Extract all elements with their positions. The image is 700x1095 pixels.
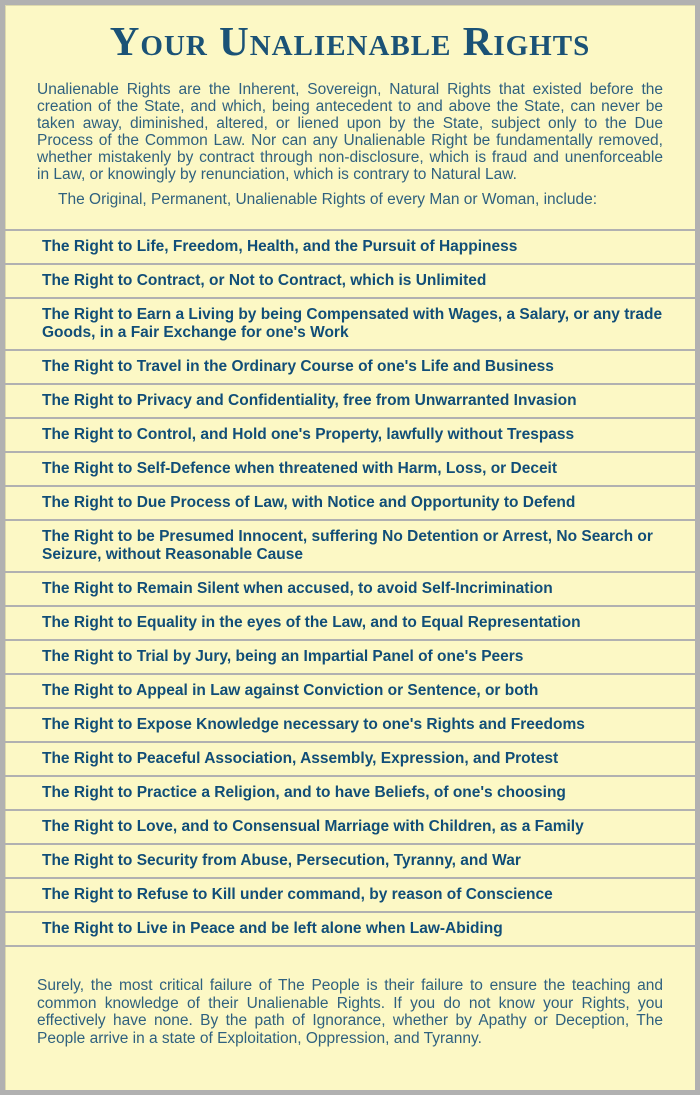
right-item: The Right to Equality in the eyes of the Law, and to Equal Representation: [5, 605, 695, 639]
rights-list: [5, 229, 695, 947]
right-item: The Right to Life, Freedom, Health, and the Pursuit of Happiness: [5, 229, 695, 263]
right-item: The Right to Appeal in Law against Conviction or Sentence, or both: [5, 673, 695, 707]
right-item: The Right to Contract, or Not to Contract, which is Unlimited: [5, 263, 695, 297]
right-item: The Right to Due Process of Law, with Notice and Opportunity to Defend: [5, 485, 695, 519]
closing-paragraph: Surely, the most critical failure of The People is their failure to ensure the teaching and common knowledge of their Unalienable Rights. If you do not know your Rights, you effectively have none. By the path of Ignorance, whether by Apathy or Deception, The People arrive in a state of Exploitation, Oppression, and Tyranny.: [37, 977, 663, 1047]
right-item: The Right to Expose Knowledge necessary to one's Rights and Freedoms: [5, 707, 695, 741]
right-item: The Right to Privacy and Confidentiality, free from Unwarranted Invasion: [5, 383, 695, 417]
right-item: The Right to Travel in the Ordinary Course of one's Life and Business: [5, 349, 695, 383]
intro-paragraph: Unalienable Rights are the Inherent, Sovereign, Natural Rights that existed before the creation of the State, and which, being antecedent to and above the State, can never be taken away, diminished, altered, or liened upon by the State, subject only to the Due Process of the Common Law. Nor can any Unalienable Right be fundamentally removed, whether mistakenly by contract through non-disclosure, which is fraud and unenforceable in Law, or knowingly by renunciation, which is contrary to Natural Law.: [37, 81, 663, 183]
right-item: The Right to Self-Defence when threatened with Harm, Loss, or Deceit: [5, 451, 695, 485]
right-item: The Right to Refuse to Kill under command, by reason of Conscience: [5, 877, 695, 911]
include-line: The Original, Permanent, Unalienable Rights of every Man or Woman, include:: [58, 191, 598, 208]
right-item: The Right to Security from Abuse, Persecution, Tyranny, and War: [5, 843, 695, 877]
right-item: The Right to Practice a Religion, and to have Beliefs, of one's choosing: [5, 775, 695, 809]
right-item: The Right to Remain Silent when accused, to avoid Self-Incrimination: [5, 571, 695, 605]
right-item: The Right to Trial by Jury, being an Impartial Panel of one's Peers: [5, 639, 695, 673]
right-item: The Right to Love, and to Consensual Marriage with Children, as a Family: [5, 809, 695, 843]
right-item: The Right to Live in Peace and be left alone when Law-Abiding: [5, 911, 695, 945]
right-item: The Right to be Presumed Innocent, suffering No Detention or Arrest, No Search or Seizure, without Reasonable Cause: [5, 519, 695, 571]
right-item: The Right to Earn a Living by being Compensated with Wages, a Salary, or any trade Goods, in a Fair Exchange for one's Work: [5, 297, 695, 349]
right-item: The Right to Control, and Hold one's Property, lawfully without Trespass: [5, 417, 695, 451]
right-item: The Right to Peaceful Association, Assembly, Expression, and Protest: [5, 741, 695, 775]
page-title: Your Unalienable Rights: [109, 18, 591, 64]
